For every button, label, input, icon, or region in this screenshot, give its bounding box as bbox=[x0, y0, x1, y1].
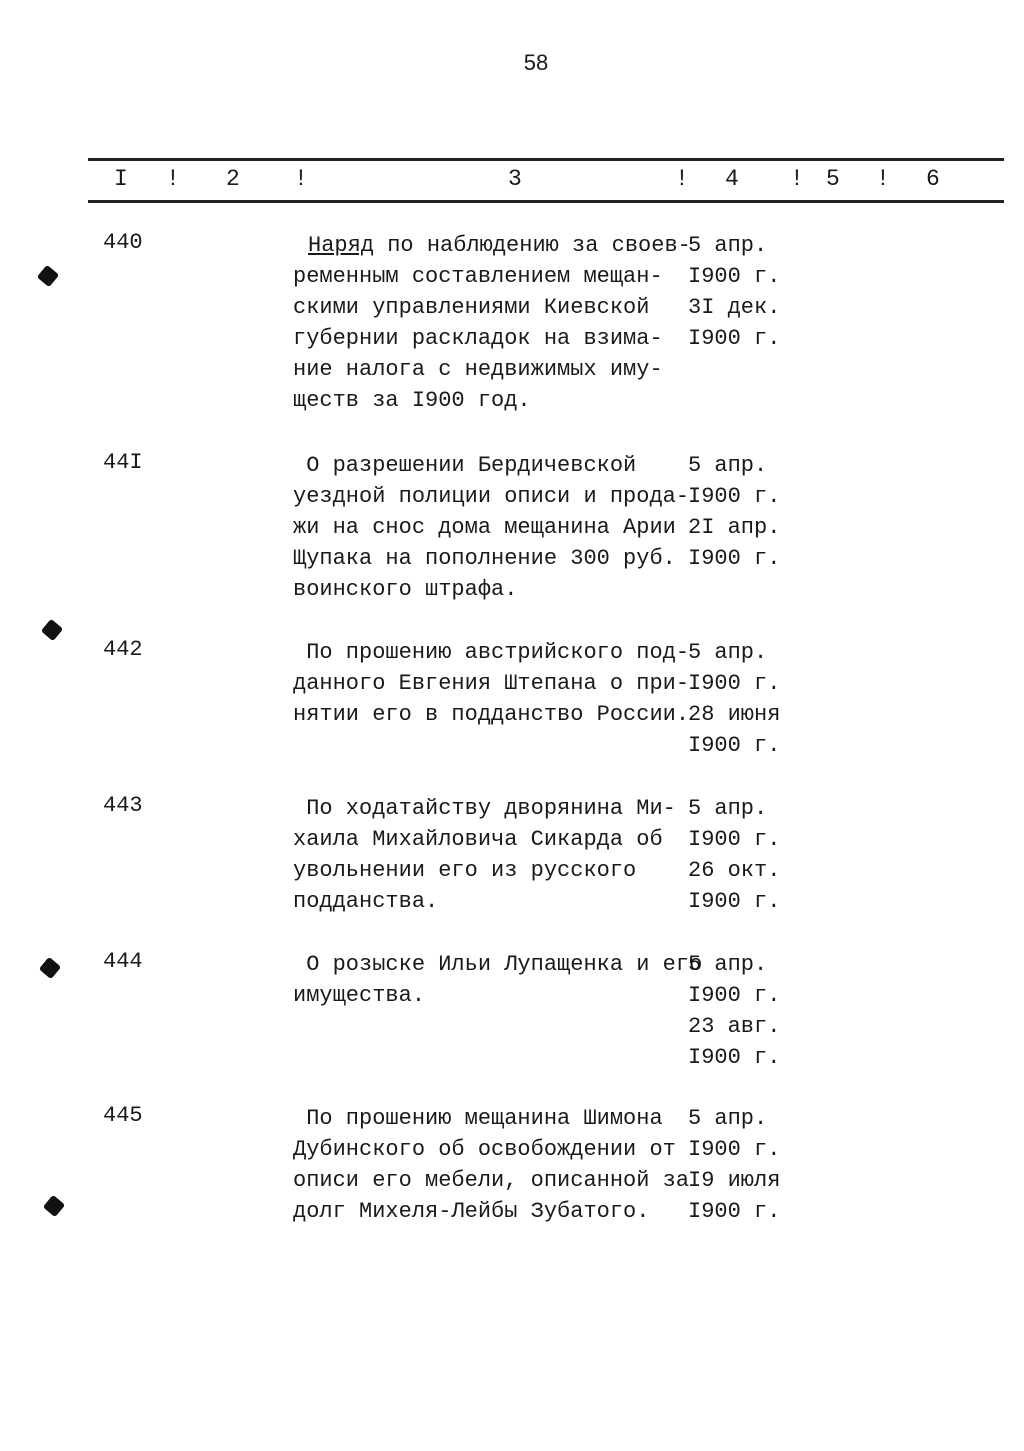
punch-hole-mark bbox=[43, 1195, 66, 1218]
entry-dates: 5 апр. I900 г. 26 окт. I900 г. bbox=[688, 796, 781, 914]
entry-number: 444 bbox=[103, 949, 143, 974]
entry-number: 445 bbox=[103, 1103, 143, 1128]
column-separator: ! bbox=[294, 166, 308, 192]
entry-dates: 5 апр. I900 г. I9 июля I900 г. bbox=[688, 1106, 781, 1224]
entry-description: По прошению австрийского под- данного Евгения Штепана о при- нятии его в подданство России. bbox=[293, 640, 690, 727]
table-top-rule bbox=[88, 158, 1004, 161]
entry-dates: 5 апр. I900 г. 3I дек. I900 г. bbox=[688, 233, 781, 351]
table-header-bottom-rule bbox=[88, 200, 1004, 203]
entry-title-underlined: Наряд bbox=[308, 233, 375, 258]
column-header-3: 3 bbox=[508, 166, 522, 192]
entry-dates: 5 апр. I900 г. 23 авг. I900 г. bbox=[688, 952, 781, 1070]
entry-description-cont: ременным составлением мещан- скими управлениями Киевской губернии раскладок на взима- ние налога с недвижимых иму- ществ за I900 год. bbox=[293, 264, 663, 413]
entry-description: О розыске Ильи Лупащенка и его имущества. bbox=[293, 952, 703, 1008]
punch-hole-mark bbox=[41, 619, 64, 642]
column-header-2: 2 bbox=[226, 166, 240, 192]
entry-description: Наряд по наблюдению за своев- bbox=[308, 233, 691, 258]
table-header bbox=[0, 166, 1024, 194]
punch-hole-mark bbox=[37, 265, 60, 288]
entry-description: По ходатайству дворянина Ми- хаила Михайловича Сикарда об увольнении его из русского подданства. bbox=[293, 796, 676, 914]
entry-number: 442 bbox=[103, 637, 143, 662]
column-separator: ! bbox=[675, 166, 689, 192]
column-header-4: 4 bbox=[725, 166, 739, 192]
page-number: 58 bbox=[523, 50, 549, 75]
entry-description: О разрешении Бердичевской уездной полиции описи и прода- жи на снос дома мещанина Арии Щупака на пополнение 300 руб. воинского штрафа. bbox=[293, 453, 690, 602]
entry-number: 443 bbox=[103, 793, 143, 818]
column-header-1: I bbox=[114, 166, 128, 192]
column-header-6: 6 bbox=[926, 166, 940, 192]
column-separator: ! bbox=[166, 166, 180, 192]
punch-hole-mark bbox=[39, 957, 62, 980]
column-separator: ! bbox=[876, 166, 890, 192]
entry-dates: 5 апр. I900 г. 2I апр. I900 г. bbox=[688, 453, 781, 571]
entry-number: 440 bbox=[103, 230, 143, 255]
column-header-5: 5 bbox=[826, 166, 840, 192]
entry-number: 44I bbox=[103, 450, 143, 475]
column-separator: ! bbox=[790, 166, 804, 192]
entry-description: По прошению мещанина Шимона Дубинского об освобождении от описи его мебели, описанной за долг Михеля-Лейбы Зубатого. bbox=[293, 1106, 690, 1224]
entry-dates: 5 апр. I900 г. 28 июня I900 г. bbox=[688, 640, 781, 758]
